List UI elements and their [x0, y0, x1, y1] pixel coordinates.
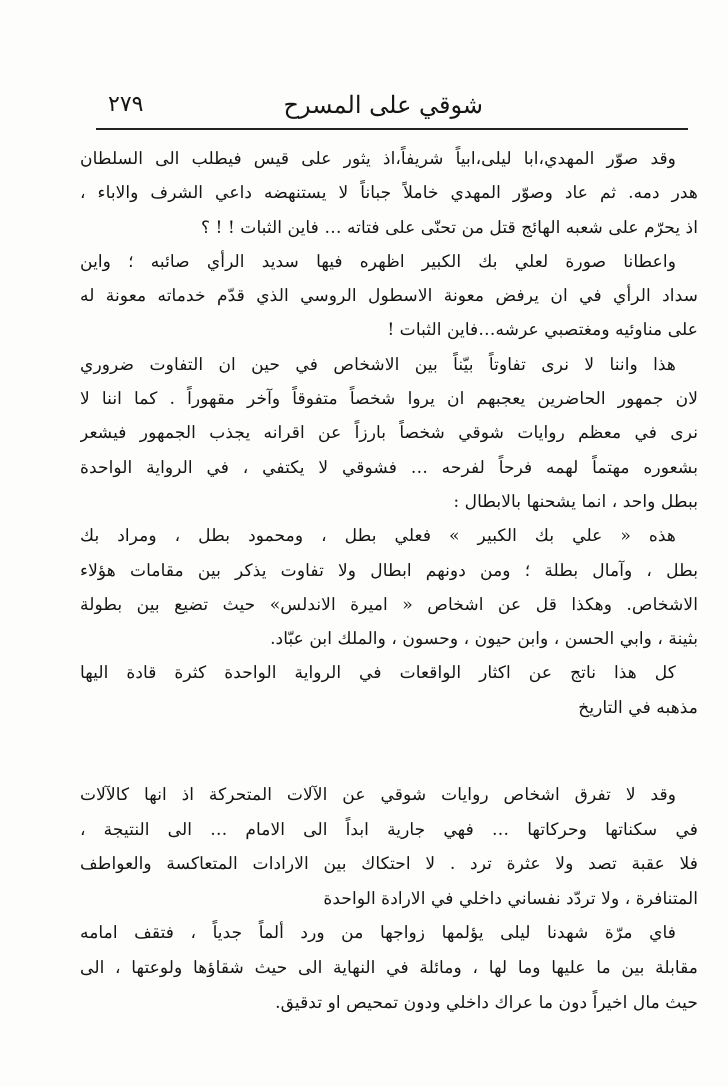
text-line: هذا واننا لا نرى تفاوتاً بيّناً بين الاشخاص في حين ان التفاوت ضروري — [80, 354, 676, 375]
text-line: بطل ، وآمال بطلة ؛ ومن دونهم ابطال ولا تفاوت يذكر بين مقامات هؤلاء — [80, 560, 698, 581]
text-line: لان جمهور الحاضرين يعجبهم ان يروا شخصاً متفوقاً وآخر مقهوراً . كما اننا لا — [80, 389, 698, 410]
text-line: نرى في معظم روايات شوقي شخصاً بارزاً عن اقرانه يجذب الجمهور فيشعر — [80, 423, 698, 444]
page-header — [98, 86, 688, 126]
text-line: واعطانا صورة لعلي بك الكبير اظهره فيها سديد الرأي صائبه ؛ واين — [80, 251, 676, 272]
text-line: بشعوره مهتماً لهمه فرحاً لفرحه … فشوقي لا يكتفي ، في الرواية الواحدة — [80, 457, 698, 478]
text-line: سداد الرأي في ان يرفض معونة الاسطول الروسي الذي قدّم خدماته معونة له — [80, 286, 698, 307]
text-line: الاشخاص. وهكذا قل عن اشخاص « اميرة الاندلس» حيث تضيع بين بطولة — [80, 594, 698, 615]
text-line: في سكناتها وحركاتها … فهي جارية ابداً الى الامام … الى النتيجة ، — [80, 819, 698, 840]
text-line: هذه « علي بك الكبير » فعلي بطل ، ومحمود بطل ، ومراد بك — [80, 526, 676, 547]
text-line: فاي مرّة شهدنا ليلى يؤلمها زواجها من ورد ألماً جدياً ، فتقف امامه — [80, 923, 676, 944]
text-line: حيث مال اخيراً دون ما عراك داخلي ودون تمحيص او تدقيق. — [275, 992, 698, 1013]
text-line: ببطل واحد ، انما يشحنها بالابطال : — [453, 491, 698, 512]
text-section-1 — [80, 142, 698, 725]
text-line: مذهبه في التاريخ — [578, 697, 698, 718]
text-section-2 — [80, 778, 698, 1020]
text-line: بثينة ، وابي الحسن ، وابن حيون ، وحسون ، والملك ابن عبّاد. — [270, 629, 698, 650]
text-line: اذ يحرّم على شعبه الهائج قتل من تحنّى على فتاته … فاين الثبات ! ! ؟ — [200, 217, 698, 238]
text-line: هدر دمه. ثم عاد وصوّر المهدي خاملاً جباناً لا يستنهضه داعي الشرف والاباء ، — [80, 183, 698, 204]
text-line: على مناوئيه ومغتصبي عرشه…فاين الثبات ! — [387, 320, 698, 341]
running-head: شوقي على المسرح — [283, 91, 483, 119]
text-line: كل هذا ناتج عن اكثار الواقعات في الرواية الواحدة كثرة قادة اليها — [80, 663, 676, 684]
page-number: ٢٧٩ — [108, 92, 144, 117]
text-line: وقد لا تفرق اشخاص روايات شوقي عن الآلات المتحركة اذ انها كالآلات — [80, 785, 676, 805]
text-line: وقد صوّر المهدي،ابا ليلى،ابياً شريفاً،اذ يثور على قيس فيطلب الى السلطان — [80, 149, 676, 169]
text-line: فلا عقبة تصد ولا عثرة ترد . لا احتكاك بين الارادات المتعاكسة والعواطف — [80, 854, 698, 875]
text-line: المتنافرة ، ولا تردّد نفساني داخلي في الارادة الواحدة — [323, 888, 698, 909]
text-line: مقابلة بين ما عليها وما لها ، ومائلة في النهاية الى حيث شقاؤها ولوعتها ، الى — [80, 957, 698, 978]
header-rule — [96, 128, 688, 130]
